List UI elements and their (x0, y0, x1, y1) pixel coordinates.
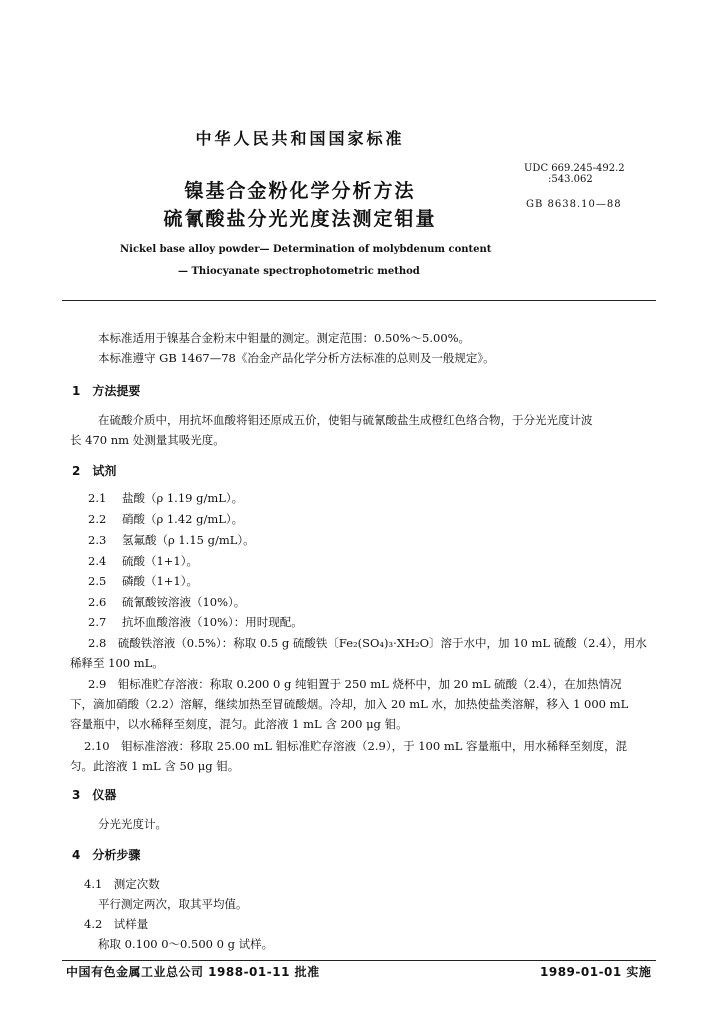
reagent-item (88, 571, 198, 591)
english-title: Nickel base alloy powder— Determination of molybdenum content (120, 244, 492, 255)
reagent-number: 2.4 (88, 554, 107, 568)
reagent-number: 2.5 (88, 574, 107, 588)
gb-standard-number: GB 8638.10—88 (526, 199, 622, 210)
udc-code-line1: UDC 669.245-492.2 (524, 163, 625, 174)
reagent-text: 氢氟酸（ρ 1.15 g/mL）。 (121, 533, 255, 547)
header-divider (62, 300, 656, 301)
reagent-item (88, 488, 243, 508)
reagent-text: 硫酸（1+1）。 (121, 554, 198, 568)
reagent-2-8-line1: 2.8 硫酸铁溶液（0.5%）：称取 0.5 g 硫酸铁〔Fe₂(SO₄)₃·XH₂O〕溶于水中，加 10 mL 硫酸（2.4），用水 (88, 636, 647, 650)
section-1-heading: 1 方法提要 (72, 384, 141, 398)
reagent-2-9-line1: 2.9 钼标准贮存溶液：称取 0.200 0 g 纯钼置于 250 mL 烧杯中，加 20 mL 硫酸（2.4），在加热情况 (88, 677, 622, 691)
reagent-2-10-line1: 2.10 钼标准溶液：移取 25.00 mL 钼标准贮存溶液（2.9），于 100 mL 容量瓶中，用水稀释至刻度，混 (84, 739, 628, 753)
reagent-number: 2.1 (88, 491, 107, 505)
reagent-item (88, 530, 255, 550)
reagent-2-8-line2: 稀释至 100 mL。 (70, 656, 164, 670)
footer-divider (62, 960, 656, 961)
reagent-text: 硫氰酸铵溶液（10%）。 (121, 595, 246, 609)
national-standard-heading: 中华人民共和国国家标准 (195, 129, 405, 148)
subsection-4-1-text: 平行测定两次，取其平均值。 (98, 897, 248, 911)
reagent-text: 盐酸（ρ 1.19 g/mL）。 (121, 491, 244, 505)
effective-date: 1989-01-01 实施 (540, 965, 652, 979)
reagent-item (88, 612, 303, 632)
reagent-number: 2.6 (88, 595, 107, 609)
document-title-line2: 硫氰酸盐分光光度法测定钼量 (163, 208, 437, 230)
reagent-text: 抗坏血酸溶液（10%）：用时现配。 (121, 615, 303, 629)
english-subtitle: — Thiocyanate spectrophotometric method (178, 266, 420, 277)
reagent-number: 2.2 (88, 512, 107, 526)
subsection-4-1-heading: 4.1 测定次数 (84, 877, 160, 891)
reagent-item (88, 592, 245, 612)
section-1-text-line1: 在硫酸介质中，用抗坏血酸将钼还原成五价，使钼与硫氰酸盐生成橙红色络合物，于分光光度计波 (98, 413, 593, 427)
section-3-text: 分光光度计。 (98, 817, 167, 831)
document-title-line1: 镍基合金粉化学分析方法 (184, 180, 416, 202)
subsection-4-2-text: 称取 0.100 0～0.500 0 g 试样。 (98, 937, 274, 951)
reagent-2-10-line2: 匀。此溶液 1 mL 含 50 μg 钼。 (70, 759, 240, 773)
reagent-number: 2.3 (88, 533, 107, 547)
reagent-item (88, 509, 243, 529)
subsection-4-2-heading: 4.2 试样量 (84, 917, 149, 931)
reagent-number: 2.7 (88, 615, 107, 629)
section-3-heading: 3 仪器 (72, 788, 117, 802)
issuer-approval: 中国有色金属工业总公司 1988-01-11 批准 (66, 965, 320, 979)
section-1-text-line2: 长 470 nm 处测量其吸光度。 (70, 433, 225, 447)
reagent-text: 磷酸（1+1）。 (121, 574, 198, 588)
reagent-2-9-line2: 下，滴加硝酸（2.2）溶解，继续加热至冒硫酸烟。冷却，加入 20 mL 水，加热使盐类溶解，移入 1 000 mL (70, 697, 629, 711)
section-4-heading: 4 分析步骤 (72, 848, 141, 862)
udc-code-line2: :543.062 (548, 174, 593, 185)
section-2-heading: 2 试剂 (72, 464, 117, 478)
reagent-text: 硝酸（ρ 1.42 g/mL）。 (121, 512, 244, 526)
intro-paragraph-compliance: 本标准遵守 GB 1467—78《冶金产品化学分析方法标准的总则及一般规定》。 (98, 351, 495, 365)
reagent-2-9-line3: 容量瓶中，以水稀释至刻度，混匀。此溶液 1 mL 含 200 μg 钼。 (70, 717, 408, 731)
reagent-item (88, 551, 198, 571)
intro-paragraph-scope: 本标准适用于镍基合金粉末中钼量的测定。测定范围：0.50%～5.00%。 (98, 331, 471, 345)
